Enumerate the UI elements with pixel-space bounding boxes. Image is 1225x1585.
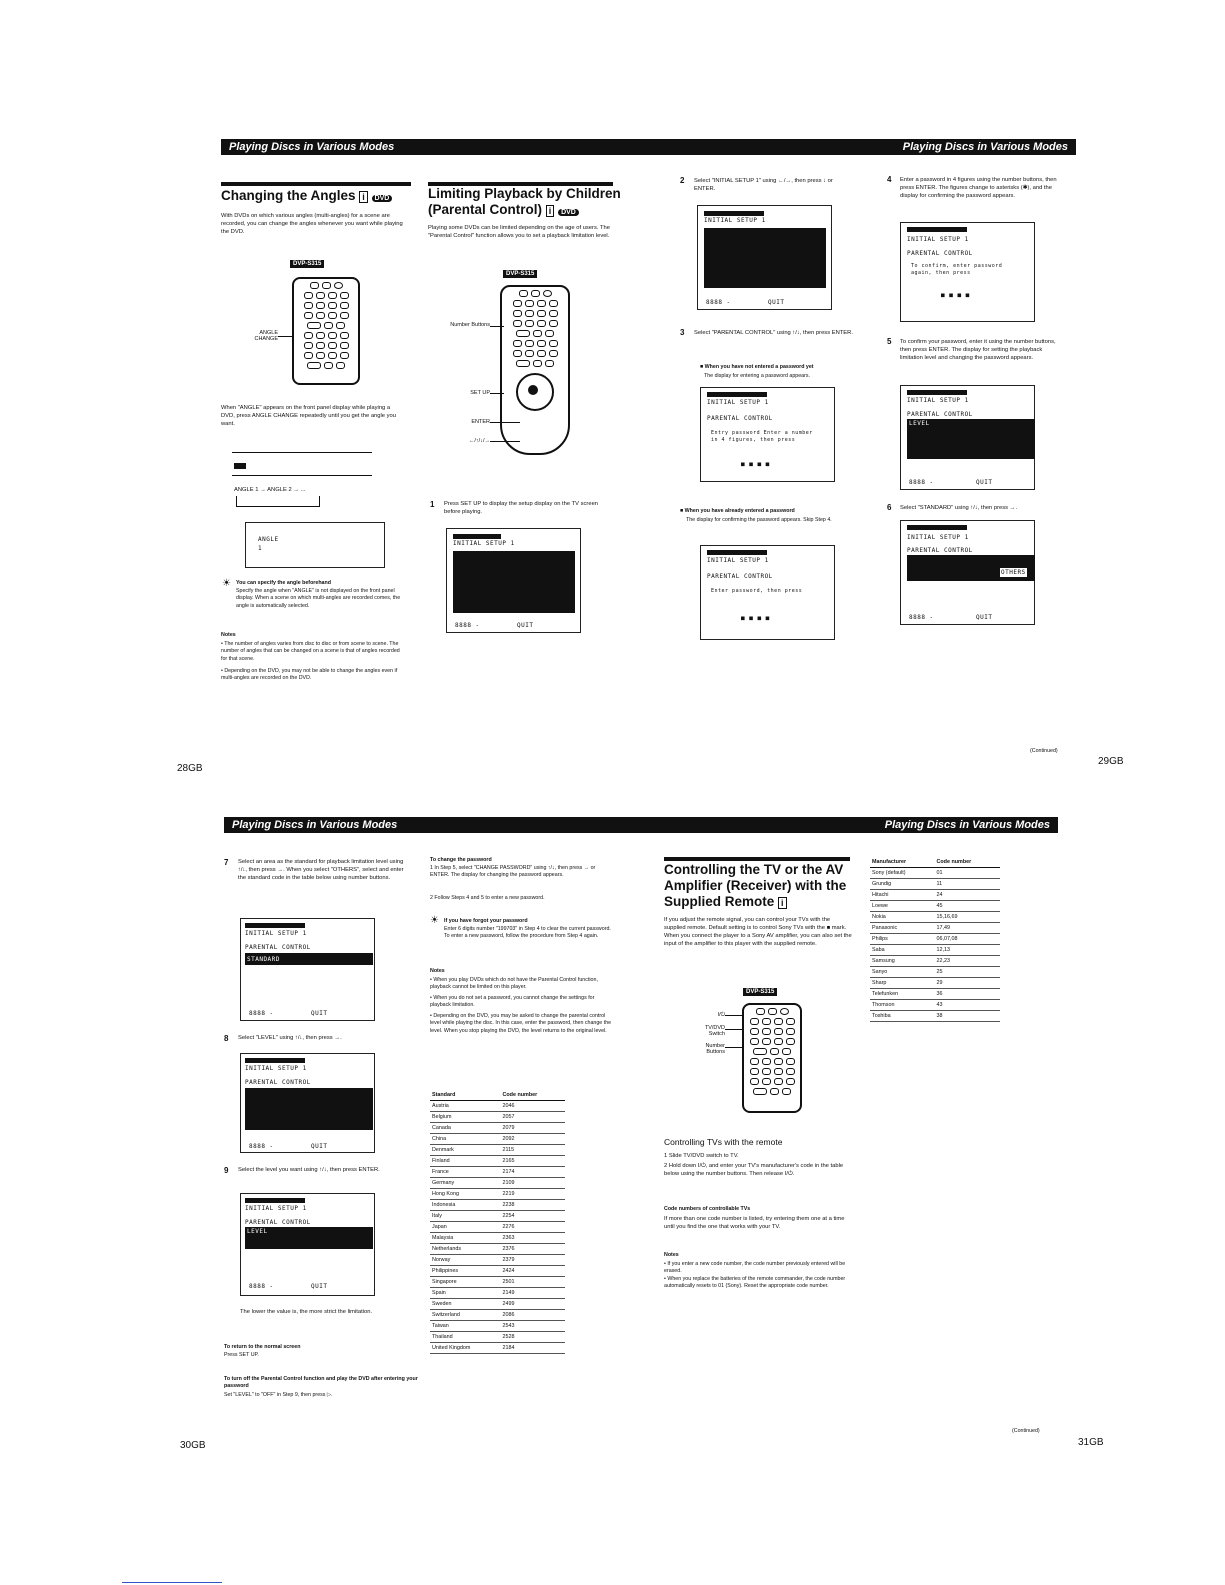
step-1: Press SET UP to display the setup display on the TV screen before playing. xyxy=(444,501,599,515)
angles-title: Changing the Angles i DVD xyxy=(221,188,421,207)
angle-sequence: ANGLE 1 → ANGLE 2 → ... xyxy=(234,487,306,493)
model-tag: DVP-S315 xyxy=(503,270,537,278)
table-row xyxy=(870,890,1000,901)
table-cell-code: 2363 xyxy=(501,1233,566,1244)
table-row xyxy=(870,956,1000,967)
header-left: Playing Discs in Various Modes xyxy=(232,819,398,831)
table-cell-name: China xyxy=(430,1134,501,1145)
step-7: Select an area as the standard for playback limitation level using ↑/↓, then press →. When you select "OTHERS", select and enter the standard code in the table below using number buttons. xyxy=(238,859,404,881)
remote-illustration xyxy=(500,285,570,455)
remote-illustration xyxy=(292,277,360,385)
tv-screen-entry: INITIAL SETUP 1 PARENTAL CONTROL Entry password Enter a number in 4 figures, then press ■ ■ ■ ■ xyxy=(700,387,835,482)
table-cell-code: 2528 xyxy=(501,1332,566,1343)
level-note: The lower the value is, the more strict the limitation. xyxy=(240,1309,373,1315)
step-3a-body: The display for entering a password appears. xyxy=(704,373,810,379)
table-cell-code: 2149 xyxy=(501,1288,566,1299)
step-6: Select "STANDARD" using ↑/↓, then press →. xyxy=(900,505,1018,511)
number-buttons-callout: Number Buttons xyxy=(705,1043,725,1055)
table-cell-name: Sharp xyxy=(870,978,934,989)
sequence-loop xyxy=(236,496,320,507)
arrows-callout: ←/↑/↓/→ xyxy=(468,438,490,444)
table-cell-name: Loewe xyxy=(870,901,934,912)
header-right: Playing Discs in Various Modes xyxy=(902,141,1068,153)
step-number: 7 xyxy=(224,858,229,867)
table-cell-code: 2174 xyxy=(501,1167,566,1178)
table-cell-name: Thailand xyxy=(430,1332,501,1343)
controlling-tvs-title: Controlling TVs with the remote xyxy=(664,1137,783,1147)
table-cell-code: 43 xyxy=(934,1000,1000,1011)
table-header-row: Manufacturer Code number xyxy=(870,857,1000,868)
step-3a-title: ■ When you have not entered a password yet xyxy=(700,364,814,370)
table-cell-name: Sanyo xyxy=(870,967,934,978)
forgot-title: If you have forgot your password xyxy=(444,918,528,924)
table-cell-name: Switzerland xyxy=(430,1310,501,1321)
table-cell-name: Belgium xyxy=(430,1112,501,1123)
table-row xyxy=(430,1310,565,1321)
tip-icon: ☀ xyxy=(222,578,231,589)
step-number: 2 xyxy=(680,176,685,185)
header-right: Playing Discs in Various Modes xyxy=(884,819,1050,831)
power-callout: I/⏻ xyxy=(717,1012,725,1018)
table-cell-name: Spain xyxy=(430,1288,501,1299)
tvdvd-callout: TV/DVD Switch xyxy=(704,1025,725,1037)
table-cell-name: Thomson xyxy=(870,1000,934,1011)
table-cell-code: 24 xyxy=(934,890,1000,901)
table-row xyxy=(870,934,1000,945)
table-row xyxy=(870,901,1000,912)
table-cell-code: 11 xyxy=(934,879,1000,890)
off-title: To turn off the Parental Control function and play the DVD after entering your password xyxy=(224,1376,418,1390)
table-row xyxy=(870,945,1000,956)
table-cell-code: 2499 xyxy=(501,1299,566,1310)
table-row xyxy=(430,1200,565,1211)
table-row xyxy=(430,1134,565,1145)
note-2: • When you replace the batteries of the remote commander, the code number automatically resets to 01 (Sony). Reset the appropriate code number. xyxy=(664,1276,846,1290)
step-5: To confirm your password, enter it using the number buttons, then press ENTER. The display for setting the playback limitation level and changing the password appears. xyxy=(900,339,1056,361)
standard-code-table xyxy=(430,1090,565,1354)
table-cell-code: 36 xyxy=(934,989,1000,1000)
table-cell-name: Saba xyxy=(870,945,934,956)
angles-body: When "ANGLE" appears on the front panel display while playing a DVD, press ANGLE CHANGE repeatedly until you get the angle you want. xyxy=(221,405,396,427)
table-cell-name: Japan xyxy=(430,1222,501,1233)
step-2: Select "INITIAL SETUP 1" using ←/→, then press ↓ or ENTER. xyxy=(694,178,833,192)
remote-illustration xyxy=(742,1003,802,1113)
tip-icon: ☀ xyxy=(430,915,439,926)
note-1: • If you enter a new code number, the code number previously entered will be erased. xyxy=(664,1261,846,1275)
tv-step-1: 1 Slide TV/DVD switch to TV. xyxy=(664,1153,739,1159)
parental-title: Limiting Playback by Children (Parental Control) i DVD xyxy=(428,186,621,217)
continued-label: (Continued) xyxy=(1030,748,1058,754)
footer-line xyxy=(122,1582,222,1583)
table-cell-name: Germany xyxy=(430,1178,501,1189)
model-tag: DVP-S315 xyxy=(290,260,324,268)
table-cell-code: 2086 xyxy=(501,1310,566,1321)
table-cell-code: 2115 xyxy=(501,1145,566,1156)
table-row xyxy=(430,1167,565,1178)
tv-screen-step8: INITIAL SETUP 1 PARENTAL CONTROL 8888 - QUIT xyxy=(240,1053,375,1153)
tip-title: You can specify the angle beforehand xyxy=(236,580,331,586)
angles-intro: With DVDs on which various angles (multi-angles) for a scene are recorded, you can change the angles whenever you want while playing the DVD. xyxy=(221,213,403,235)
table-cell-name: Sweden xyxy=(430,1299,501,1310)
manufacturer-code-table xyxy=(870,857,1000,1022)
table-cell-name: Italy xyxy=(430,1211,501,1222)
table-row xyxy=(430,1288,565,1299)
dvd-badge: DVD xyxy=(372,195,393,202)
table-cell-code: 2543 xyxy=(501,1321,566,1332)
table-row xyxy=(870,879,1000,890)
tv-step-2: 2 Hold down I/⏻, and enter your TV's manufacturer's code in the table below using the number buttons. Then release I/⏻. xyxy=(664,1163,844,1177)
table-row xyxy=(430,1178,565,1189)
table-row xyxy=(430,1255,565,1266)
step-3b-title: ■ When you have already entered a password xyxy=(680,508,795,514)
table-row xyxy=(870,967,1000,978)
table-cell-code: 17,49 xyxy=(934,923,1000,934)
step-number: 3 xyxy=(680,328,685,337)
step-number: 6 xyxy=(887,503,892,512)
return-title: To return to the normal screen xyxy=(224,1344,301,1350)
table-row xyxy=(870,923,1000,934)
table-row xyxy=(430,1222,565,1233)
return-body: Press SET UP. xyxy=(224,1352,259,1358)
step-4: Enter a password in 4 figures using the number buttons, then press ENTER. The figures change to asterisks (✱), and the display for confirming the password appears. xyxy=(900,177,1057,199)
tv-screen-step4: INITIAL SETUP 1 PARENTAL CONTROL To confirm, enter password again, then press ■ ■ ■ ■ xyxy=(900,222,1035,322)
tv-screen-step2: INITIAL SETUP 1 8888 - QUIT xyxy=(697,205,832,310)
table-cell-code: 2379 xyxy=(501,1255,566,1266)
tv-screen-angle: ANGLE 1 xyxy=(245,522,385,568)
table-row xyxy=(870,912,1000,923)
tv-screen-step9: INITIAL SETUP 1 PARENTAL CONTROL LEVEL 8888 - QUIT xyxy=(240,1193,375,1296)
header-bar-top xyxy=(221,139,1076,155)
table-cell-name: Toshiba xyxy=(870,1011,934,1022)
table-cell-name: Singapore xyxy=(430,1277,501,1288)
section-rule xyxy=(221,182,411,186)
table-cell-name: Philips xyxy=(870,934,934,945)
header-bar-bottom xyxy=(224,817,1058,833)
page-number-31: 31GB xyxy=(1078,1437,1104,1448)
note-3: • Depending on the DVD, you may be asked to change the parental control level while playing the disc. In this case, enter the password, then change the level. When you stop playing the DVD, the level returns to the original level. xyxy=(430,1013,612,1034)
section-rule xyxy=(664,857,850,861)
step-3b-body: The display for confirming the password appears. Skip Step 4. xyxy=(686,517,832,523)
page-number-28: 28GB xyxy=(177,763,203,774)
model-tag: DVP-S315 xyxy=(743,988,777,996)
table-cell-name: Nokia xyxy=(870,912,934,923)
table-cell-name: Samsung xyxy=(870,956,934,967)
enter-callout: ENTER xyxy=(471,419,490,425)
table-row xyxy=(430,1266,565,1277)
tvcontrol-intro: If you adjust the remote signal, you can control your TVs with the supplied remote. Default setting is to control Sony TVs with the ■ mark. When you connect the player to a Sony AV amplifier, you can also set the input of the amplifier to this player with the supplied remote. xyxy=(664,917,852,947)
off-body: Set "LEVEL" to "OFF" in Step 9, then press ▷. xyxy=(224,1392,333,1398)
angle-change-callout: ANGLE CHANGE xyxy=(254,330,278,342)
table-row xyxy=(870,978,1000,989)
table-cell-name: Austria xyxy=(430,1101,501,1112)
table-cell-code: 29 xyxy=(934,978,1000,989)
table-cell-name: France xyxy=(430,1167,501,1178)
table-cell-code: 2057 xyxy=(501,1112,566,1123)
table-cell-code: 2219 xyxy=(501,1189,566,1200)
tv-screen-step5: INITIAL SETUP 1 PARENTAL CONTROL LEVEL 8888 - QUIT xyxy=(900,385,1035,490)
table-cell-code: 2109 xyxy=(501,1178,566,1189)
table-cell-name: Indonesia xyxy=(430,1200,501,1211)
table-row xyxy=(870,1000,1000,1011)
page-number-30: 30GB xyxy=(180,1440,206,1451)
table-row xyxy=(870,1011,1000,1022)
table-row xyxy=(430,1101,565,1112)
table-cell-code: 2376 xyxy=(501,1244,566,1255)
continued-label: (Continued) xyxy=(1012,1428,1040,1434)
table-cell-code: 2092 xyxy=(501,1134,566,1145)
note-2: • When you do not set a password, you cannot change the settings for playback limitation. xyxy=(430,995,595,1009)
table-cell-name: Norway xyxy=(430,1255,501,1266)
table-cell-code: 25 xyxy=(934,967,1000,978)
table-cell-name: Denmark xyxy=(430,1145,501,1156)
setup-callout: SET UP xyxy=(470,390,490,396)
table-row xyxy=(430,1211,565,1222)
table-row xyxy=(430,1321,565,1332)
dvd-badge: DVD xyxy=(558,209,579,216)
codes-body: If more than one code number is listed, try entering them one at a time until you find the one that works with your TV. xyxy=(664,1216,845,1230)
table-row xyxy=(430,1189,565,1200)
table-cell-code: 2238 xyxy=(501,1200,566,1211)
note-2: • Depending on the DVD, you may not be able to change the angles even if multi-angles are recorded on the DVD. xyxy=(221,668,398,682)
table-row xyxy=(430,1156,565,1167)
table-row xyxy=(430,1299,565,1310)
note-1: • The number of angles varies from disc to disc or from scene to scene. The number of angles that can be changed on a scene is that of angles recorded for that scene. xyxy=(221,641,400,662)
parental-intro: Playing some DVDs can be limited depending on the age of users. The "Parental Control" function allows you to set a playback limitation level. xyxy=(428,225,610,239)
notes-title: Notes xyxy=(430,968,445,974)
table-cell-name: Sony (default) xyxy=(870,868,934,879)
table-cell-name: Finland xyxy=(430,1156,501,1167)
table-row xyxy=(430,1123,565,1134)
tip-body: Specify the angle when "ANGLE" is not displayed on the front panel display. When a scene on which multi-angles are recorded comes, the angle is automatically selected. xyxy=(236,588,401,609)
tv-screen-step7: INITIAL SETUP 1 PARENTAL CONTROL STANDARD 8888 - QUIT xyxy=(240,918,375,1021)
tv-screen-confirm: INITIAL SETUP 1 PARENTAL CONTROL Enter password, then press ■ ■ ■ ■ xyxy=(700,545,835,640)
table-cell-code: 45 xyxy=(934,901,1000,912)
step-number: 5 xyxy=(887,337,892,346)
forgot-body: Enter 6 digits number "199703" in Step 4 to clear the current password. To enter a new password, follow the procedure from Step 4 again. xyxy=(444,926,611,940)
table-cell-name: Canada xyxy=(430,1123,501,1134)
step-9: Select the level you want using ↑/↓, then press ENTER. xyxy=(238,1167,380,1173)
table-header-row: Standard Code number xyxy=(430,1090,565,1101)
callout-line xyxy=(278,336,292,337)
table-cell-code: 06,07,08 xyxy=(934,934,1000,945)
table-cell-name: Hitachi xyxy=(870,890,934,901)
table-cell-name: Taiwan xyxy=(430,1321,501,1332)
table-cell-code: 38 xyxy=(934,1011,1000,1022)
codes-title: Code numbers of controllable TVs xyxy=(664,1206,751,1212)
table-cell-name: Telefunken xyxy=(870,989,934,1000)
step-3: Select "PARENTAL CONTROL" using ↑/↓, then press ENTER. xyxy=(694,330,853,336)
table-cell-code: 12,13 xyxy=(934,945,1000,956)
table-cell-code: 15,16,69 xyxy=(934,912,1000,923)
table-row xyxy=(430,1332,565,1343)
change-step-2: 2 Follow Steps 4 and 5 to enter a new password. xyxy=(430,895,545,901)
table-cell-name: United Kingdom xyxy=(430,1343,501,1354)
table-cell-code: 2046 xyxy=(501,1101,566,1112)
table-cell-name: Netherlands xyxy=(430,1244,501,1255)
table-cell-name: Grundig xyxy=(870,879,934,890)
table-cell-name: Philippines xyxy=(430,1266,501,1277)
notes-title: Notes xyxy=(664,1252,679,1258)
table-cell-code: 2424 xyxy=(501,1266,566,1277)
step-number: 9 xyxy=(224,1166,229,1175)
page-number-29: 29GB xyxy=(1098,756,1124,767)
change-password-title: To change the password xyxy=(430,857,492,863)
tv-screen-setup: INITIAL SETUP 1 8888 - QUIT xyxy=(446,528,581,633)
table-row xyxy=(870,868,1000,879)
table-cell-name: Malaysia xyxy=(430,1233,501,1244)
front-panel-display xyxy=(232,452,372,476)
step-8: Select "LEVEL" using ↑/↓, then press →. xyxy=(238,1035,342,1041)
table-cell-code: 01 xyxy=(934,868,1000,879)
change-step-1: 1 In Step 5, select "CHANGE PASSWORD" using ↑/↓, then press → or ENTER. The display for changing the password appears. xyxy=(430,865,596,879)
step-number: 4 xyxy=(887,175,892,184)
table-row xyxy=(430,1244,565,1255)
table-row xyxy=(430,1277,565,1288)
table-row xyxy=(870,989,1000,1000)
number-buttons-callout: Number Buttons xyxy=(450,322,490,328)
header-left: Playing Discs in Various Modes xyxy=(229,141,395,153)
table-row xyxy=(430,1112,565,1123)
table-cell-code: 2165 xyxy=(501,1156,566,1167)
table-row xyxy=(430,1233,565,1244)
step-number: 1 xyxy=(430,500,435,509)
table-cell-code: 2184 xyxy=(501,1343,566,1354)
table-row xyxy=(430,1343,565,1354)
note-1: • When you play DVDs which do not have the Parental Control function, playback cannot be limited on this player. xyxy=(430,977,598,991)
table-cell-code: 2079 xyxy=(501,1123,566,1134)
table-cell-name: Hong Kong xyxy=(430,1189,501,1200)
step-number: 8 xyxy=(224,1034,229,1043)
table-row xyxy=(430,1145,565,1156)
table-cell-code: 2501 xyxy=(501,1277,566,1288)
notes-title: Notes xyxy=(221,632,236,638)
table-cell-code: 2276 xyxy=(501,1222,566,1233)
table-cell-name: Panasonic xyxy=(870,923,934,934)
tv-screen-step6: INITIAL SETUP 1 PARENTAL CONTROL OTHERS 8888 - QUIT xyxy=(900,520,1035,625)
table-cell-code: 2254 xyxy=(501,1211,566,1222)
table-cell-code: 22,23 xyxy=(934,956,1000,967)
tvcontrol-title: Controlling the TV or the AV Amplifier (Receiver) with the Supplied Remote i xyxy=(664,862,847,909)
